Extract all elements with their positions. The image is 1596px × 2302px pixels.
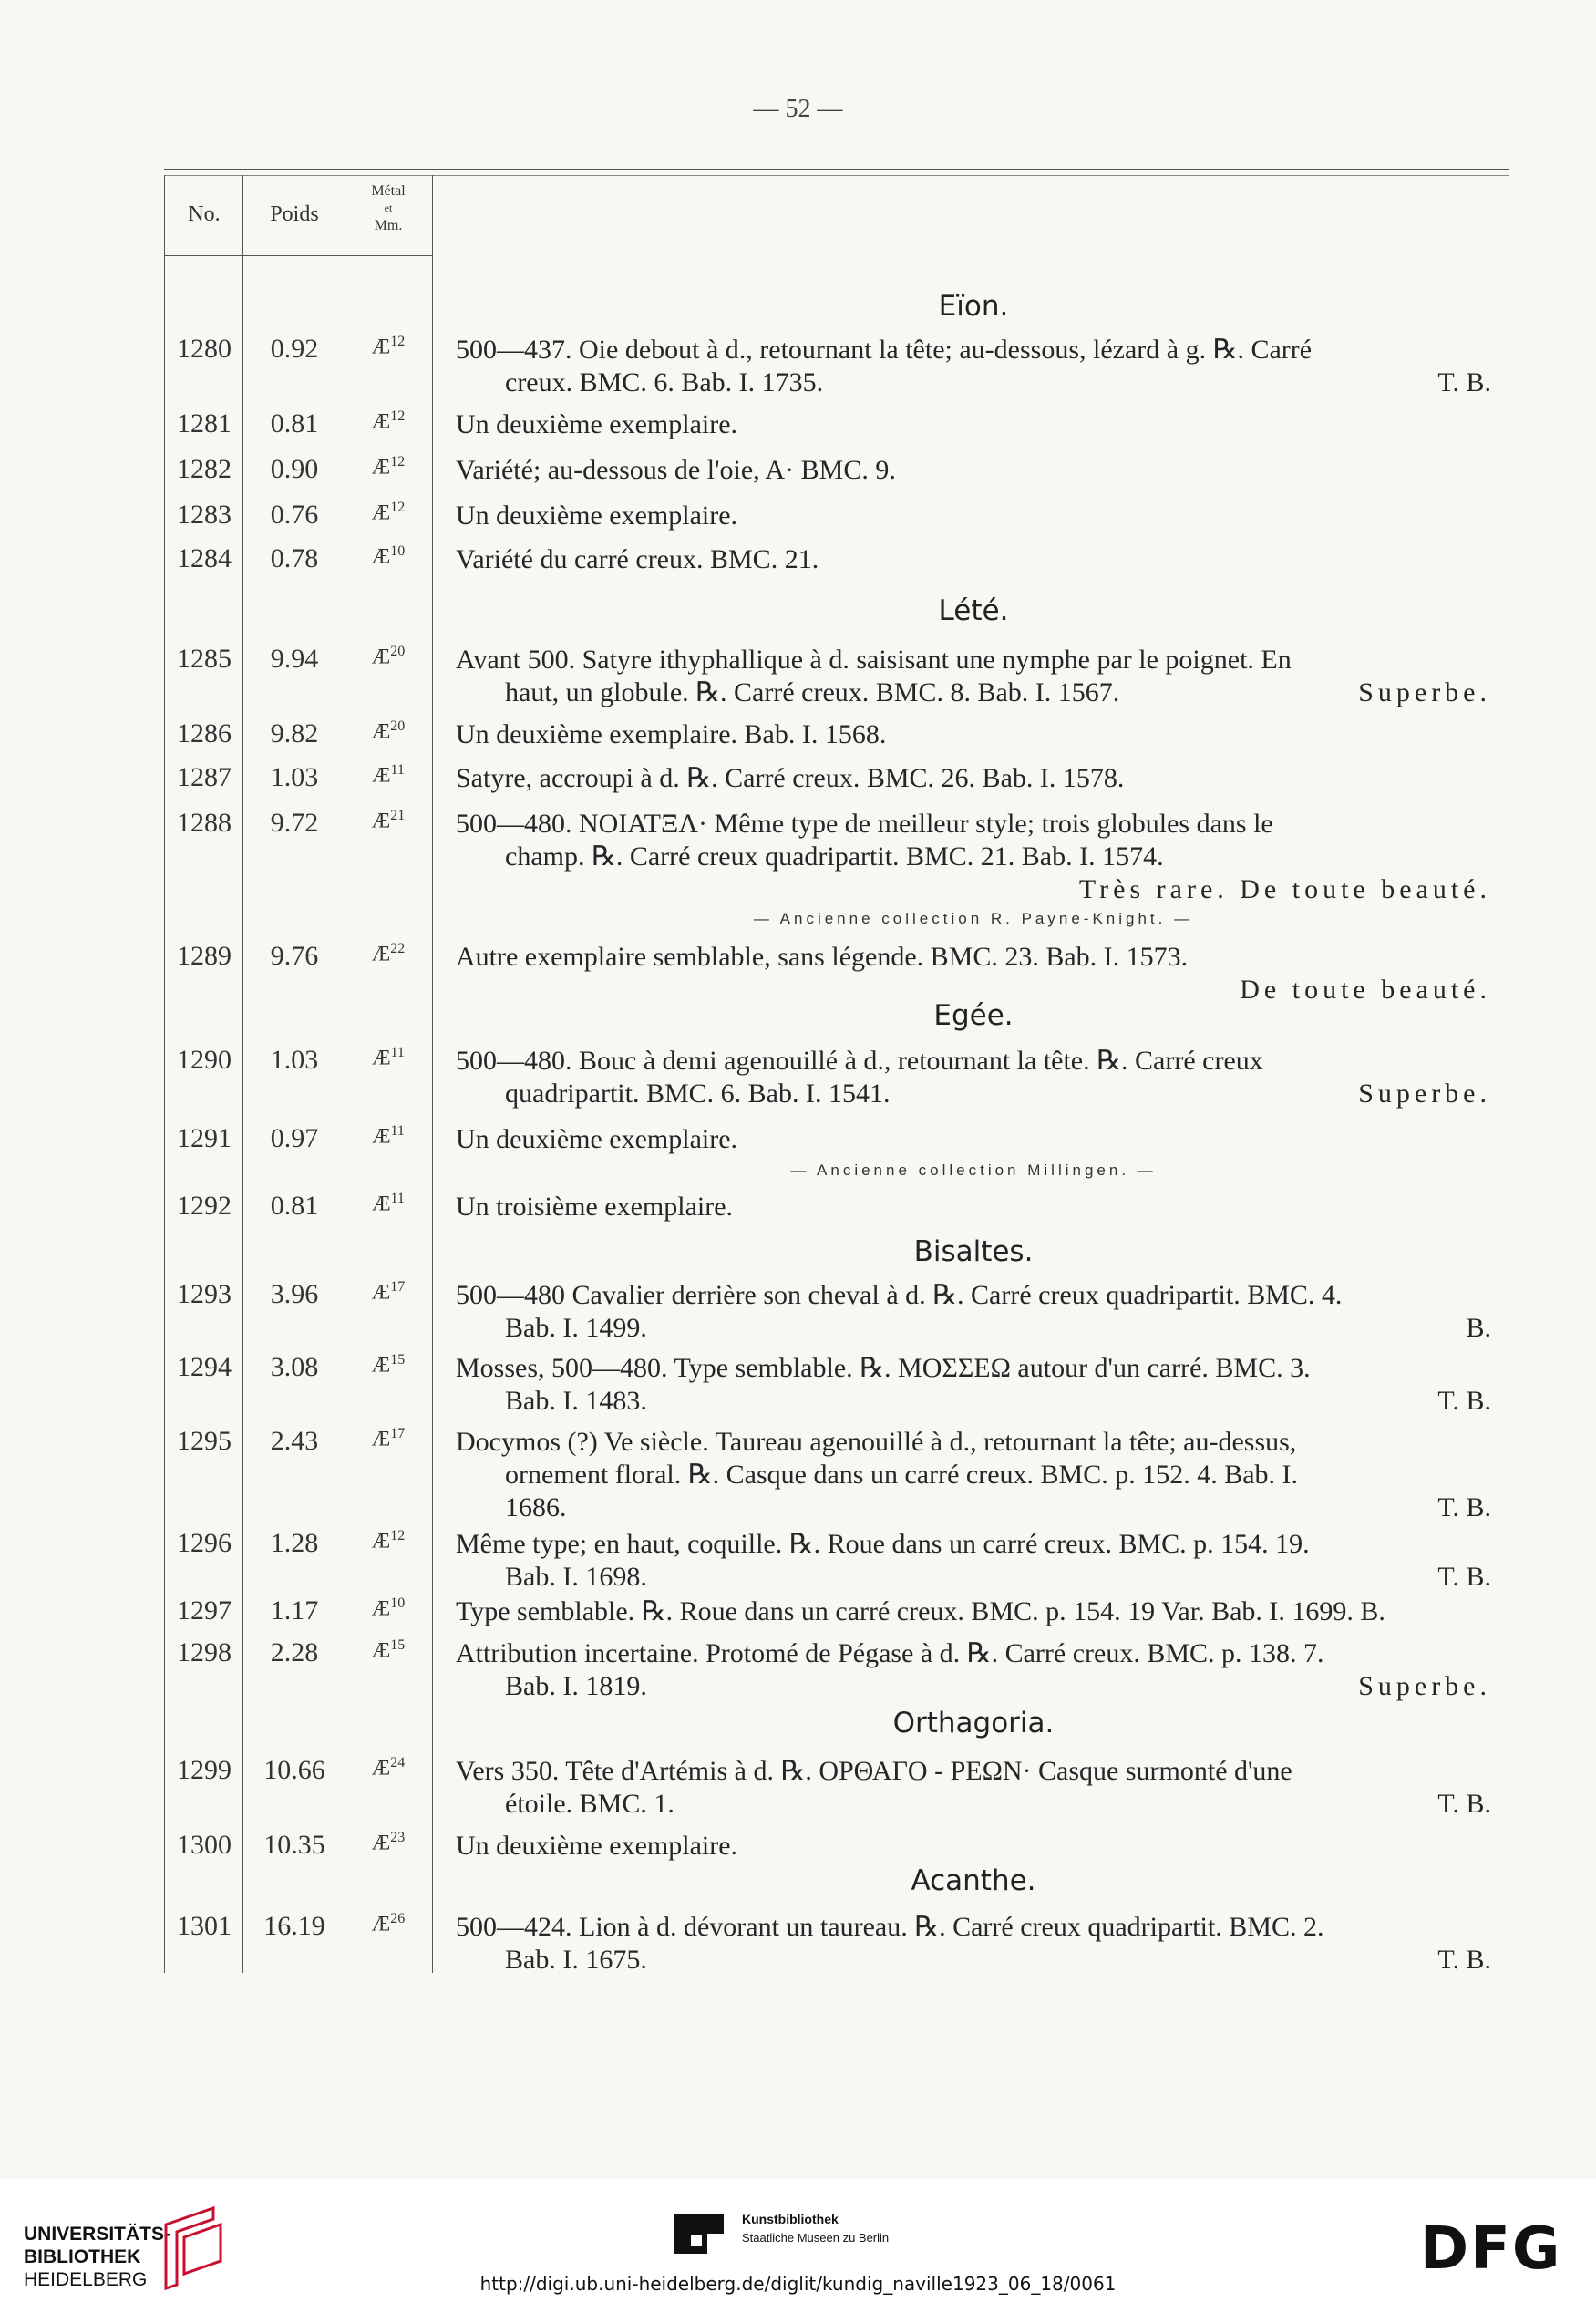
- ub-heidelberg-logo: UNIVERSITÄTS- BIBLIOTHEK HEIDELBERG: [24, 2224, 171, 2290]
- description-line: Un deuxième exemplaire.: [456, 1124, 738, 1154]
- coin-number: 1289: [177, 941, 232, 971]
- description-line: Bab. I. 1819.: [505, 1671, 647, 1701]
- coin-metal: $Æ^{11}$: [372, 1191, 405, 1215]
- coin-description: [456, 1279, 1491, 1345]
- coin-weight: 16.19: [263, 1911, 325, 1941]
- coin-number: 1293: [177, 1279, 232, 1309]
- coin-number: 1280: [177, 334, 232, 364]
- coin-metal: $Æ^{24}$: [371, 1755, 406, 1780]
- coin-description: [456, 1755, 1491, 1821]
- grade-label: Superbe.: [1358, 1079, 1491, 1109]
- description-line: Bab. I. 1483.: [505, 1386, 647, 1416]
- grade-label: Superbe.: [1358, 1671, 1491, 1701]
- description-line: Un troisième exemplaire.: [456, 1192, 734, 1222]
- description-line: Autre exemplaire semblable, sans légende. BMC. 23. Bab. I. 1573.: [456, 942, 1189, 972]
- coin-description: [456, 1595, 1491, 1628]
- coin-weight: 0.81: [270, 1191, 319, 1221]
- coin-description: [456, 1352, 1491, 1418]
- coin-description: [456, 941, 1491, 1006]
- coin-number: 1288: [177, 808, 232, 838]
- coin-number: 1286: [177, 718, 232, 748]
- coin-metal: $Æ^{15}$: [371, 1637, 406, 1662]
- coin-weight: 9.82: [270, 718, 319, 748]
- provenance-note: — Ancienne collection Millingen. —: [790, 1161, 1157, 1179]
- coin-number: 1282: [177, 454, 232, 484]
- description-line: quadripartit. BMC. 6. Bab. I. 1541.: [505, 1079, 891, 1109]
- coin-number: 1283: [177, 500, 232, 530]
- coin-metal: $Æ^{11}$: [372, 1123, 405, 1148]
- coin-metal: $Æ^{11}$: [372, 762, 405, 787]
- coin-number: 1298: [177, 1637, 232, 1667]
- coin-metal: $Æ^{26}$: [371, 1911, 406, 1936]
- coin-weight: 3.08: [270, 1352, 319, 1382]
- kunstbibliothek-logo-icon: [673, 2210, 729, 2257]
- coin-metal: $Æ^{12}$: [371, 1528, 406, 1553]
- description-line: Vers 350. Tête d'Artémis à d. ℞. ΟΡΘΑΓΟ - ΡΕΩΝ· Casque surmonté d'une: [456, 1756, 1292, 1786]
- description-line: Même type; en haut, coquille. ℞. Roue dans un carré creux. BMC. p. 154. 19.: [456, 1529, 1310, 1559]
- description-line: ornement floral. ℞. Casque dans un carré creux. BMC. p. 152. 4. Bab. I.: [505, 1460, 1299, 1490]
- provenance-note: — Ancienne collection R. Payne-Knight. —: [753, 910, 1194, 927]
- coin-description: [456, 500, 1491, 532]
- coin-metal: $Æ^{17}$: [371, 1279, 406, 1304]
- coin-weight: 2.43: [270, 1426, 319, 1456]
- header-rule: [164, 255, 432, 256]
- description-line: Bab. I. 1499.: [505, 1313, 647, 1343]
- grade-label: Superbe.: [1358, 677, 1491, 707]
- section-heading: Eïon.: [938, 290, 1009, 323]
- coin-metal: $Æ^{20}$: [371, 718, 406, 743]
- description-line: Docymos (?) Ve siècle. Taureau agenouillé à d., retournant la tête; au-dessus,: [456, 1427, 1297, 1457]
- description-line: 1686.: [505, 1492, 567, 1523]
- dfg-logo: DFG: [1420, 2215, 1562, 2283]
- section-heading: Orthagoria.: [892, 1707, 1055, 1739]
- coin-metal: $Æ^{22}$: [371, 941, 406, 965]
- coin-number: 1292: [177, 1191, 232, 1221]
- coin-description: [456, 1830, 1491, 1863]
- coin-weight: 1.03: [270, 1045, 319, 1075]
- column-header-no: No.: [188, 202, 221, 226]
- description-line: Mosses, 500—480. Type semblable. ℞. ΜΟΣΣΕΩ autour d'un carré. BMC. 3.: [456, 1353, 1311, 1383]
- coin-description: [456, 1637, 1491, 1703]
- description-line: 500—480. Bouc à demi agenouillé à d., retournant la tête. ℞. Carré creux: [456, 1046, 1263, 1076]
- description-line: haut, un globule. ℞. Carré creux. BMC. 8. Bab. I. 1567.: [505, 677, 1120, 707]
- coin-metal: $Æ^{17}$: [371, 1426, 406, 1450]
- coin-weight: 0.97: [270, 1123, 319, 1153]
- coin-number: 1294: [177, 1352, 232, 1382]
- coin-description: [456, 808, 1491, 906]
- coin-description: [456, 1045, 1491, 1110]
- coin-number: 1296: [177, 1528, 232, 1558]
- coin-weight: 3.96: [270, 1279, 319, 1309]
- section-heading: Bisaltes.: [913, 1235, 1034, 1268]
- coin-weight: 9.94: [270, 644, 319, 674]
- coin-number: 1291: [177, 1123, 232, 1153]
- coin-description: [456, 1528, 1491, 1594]
- coin-number: 1284: [177, 543, 232, 573]
- coin-number: 1299: [177, 1755, 232, 1785]
- coin-description: [456, 762, 1491, 795]
- coin-description: [456, 1426, 1491, 1524]
- coin-number: 1297: [177, 1595, 232, 1626]
- coin-weight: 1.28: [270, 1528, 319, 1558]
- description-line: Attribution incertaine. Protomé de Pégase à d. ℞. Carré creux. BMC. p. 138. 7.: [456, 1638, 1324, 1668]
- coin-weight: 10.35: [263, 1830, 325, 1860]
- section-heading: Acanthe.: [911, 1864, 1036, 1897]
- grade-label: T. B.: [1437, 1562, 1491, 1592]
- grade-label: B.: [1466, 1313, 1491, 1343]
- description-line: creux. BMC. 6. Bab. I. 1735.: [505, 367, 824, 397]
- description-line: Variété du carré creux. BMC. 21.: [456, 544, 819, 574]
- table-top-rule-thin: [164, 175, 1509, 176]
- source-url[interactable]: http://digi.ub.uni-heidelberg.de/diglit/kundig_naville1923_06_18/0061: [479, 2273, 1117, 2295]
- coin-weight: 2.28: [270, 1637, 319, 1667]
- coin-number: 1281: [177, 408, 232, 439]
- coin-weight: 0.92: [270, 334, 319, 364]
- description-line: 500—480. NOIATΞΛ· Même type de meilleur style; trois globules dans le: [456, 809, 1273, 839]
- coin-number: 1300: [177, 1830, 232, 1860]
- description-line: Satyre, accroupi à d. ℞. Carré creux. BMC. 26. Bab. I. 1578.: [456, 763, 1125, 793]
- column-divider: [242, 175, 243, 1973]
- description-line: Un deuxième exemplaire.: [456, 1831, 738, 1861]
- section-heading: Egée.: [933, 999, 1014, 1032]
- grade-label: T. B.: [1437, 1492, 1491, 1523]
- coin-metal: $Æ^{12}$: [371, 334, 406, 358]
- description-line: Un deuxième exemplaire.: [456, 409, 738, 439]
- coin-number: 1285: [177, 644, 232, 674]
- section-heading: Lété.: [938, 594, 1009, 627]
- table-top-rule: [164, 169, 1509, 170]
- coin-number: 1290: [177, 1045, 232, 1075]
- description-line: étoile. BMC. 1.: [505, 1789, 674, 1819]
- coin-weight: 0.81: [270, 408, 319, 439]
- coin-description: [456, 1911, 1491, 1977]
- description-line: Bab. I. 1675.: [505, 1945, 647, 1975]
- grade-label: T. B.: [1437, 1386, 1491, 1416]
- coin-metal: $Æ^{15}$: [371, 1352, 406, 1377]
- description-line: 500—424. Lion à d. dévorant un taureau. ℞. Carré creux quadripartit. BMC. 2.: [456, 1912, 1324, 1942]
- coin-metal: $Æ^{10}$: [371, 543, 406, 568]
- description-line: Avant 500. Satyre ithyphallique à d. saisisant une nymphe par le poignet. En: [456, 645, 1292, 675]
- grade-label: Très rare. De toute beauté.: [1078, 874, 1491, 904]
- coin-weight: 0.76: [270, 500, 319, 530]
- description-line: champ. ℞. Carré creux quadripartit. BMC. 21. Bab. I. 1574.: [505, 841, 1164, 872]
- grade-label: T. B.: [1437, 1945, 1491, 1975]
- coin-number: 1287: [177, 762, 232, 792]
- description-line: 500—480 Cavalier derrière son cheval à d. ℞. Carré creux quadripartit. BMC. 4.: [456, 1280, 1343, 1310]
- coin-metal: $Æ^{12}$: [371, 454, 406, 479]
- grade-label: De toute beauté.: [1240, 975, 1491, 1005]
- coin-description: [456, 1123, 1491, 1156]
- grade-label: T. B.: [1437, 367, 1491, 397]
- grade-label: T. B.: [1437, 1789, 1491, 1819]
- coin-metal: $Æ^{11}$: [372, 1045, 405, 1069]
- kunstbibliothek-label: Kunstbibliothek Staatliche Museen zu Berlin: [742, 2212, 890, 2245]
- coin-weight: 0.78: [270, 543, 319, 573]
- coin-description: [456, 454, 1491, 487]
- coin-metal: $Æ^{10}$: [371, 1595, 406, 1620]
- coin-weight: 0.90: [270, 454, 319, 484]
- coin-weight: 1.17: [270, 1595, 319, 1626]
- description-line: 500—437. Oie debout à d., retournant la tête; au-dessous, lézard à g. ℞. Carré: [456, 335, 1313, 365]
- description-line: Type semblable. ℞. Roue dans un carré creux. BMC. p. 154. 19 Var. Bab. I. 1699. B.: [456, 1596, 1385, 1626]
- coin-metal: $Æ^{21}$: [371, 808, 406, 832]
- column-header-poids: Poids: [270, 202, 319, 226]
- coin-description: [456, 334, 1491, 399]
- page-number: — 52 —: [753, 95, 843, 123]
- coin-description: [456, 1191, 1491, 1223]
- coin-metal: $Æ^{23}$: [371, 1830, 406, 1854]
- coin-weight: 10.66: [263, 1755, 325, 1785]
- coin-description: [456, 718, 1491, 751]
- column-header-metal: Métal et Mm.: [371, 183, 406, 233]
- table-border-left: [164, 175, 165, 1973]
- coin-weight: 9.72: [270, 808, 319, 838]
- coin-weight: 1.03: [270, 762, 319, 792]
- coin-number: 1295: [177, 1426, 232, 1456]
- column-divider: [432, 175, 433, 1973]
- coin-weight: 9.76: [270, 941, 319, 971]
- coin-metal: $Æ^{12}$: [371, 500, 406, 524]
- coin-number: 1301: [177, 1911, 232, 1941]
- coin-description: [456, 408, 1491, 441]
- coin-metal: $Æ^{20}$: [371, 644, 406, 668]
- coin-description: [456, 543, 1491, 576]
- description-line: Variété; au-dessous de l'oie, A· BMC. 9.: [456, 455, 896, 485]
- coin-metal: $Æ^{12}$: [371, 408, 406, 433]
- description-line: Bab. I. 1698.: [505, 1562, 647, 1592]
- coin-description: [456, 644, 1491, 709]
- description-line: Un deuxième exemplaire.: [456, 501, 738, 531]
- description-line: Un deuxième exemplaire. Bab. I. 1568.: [456, 719, 887, 749]
